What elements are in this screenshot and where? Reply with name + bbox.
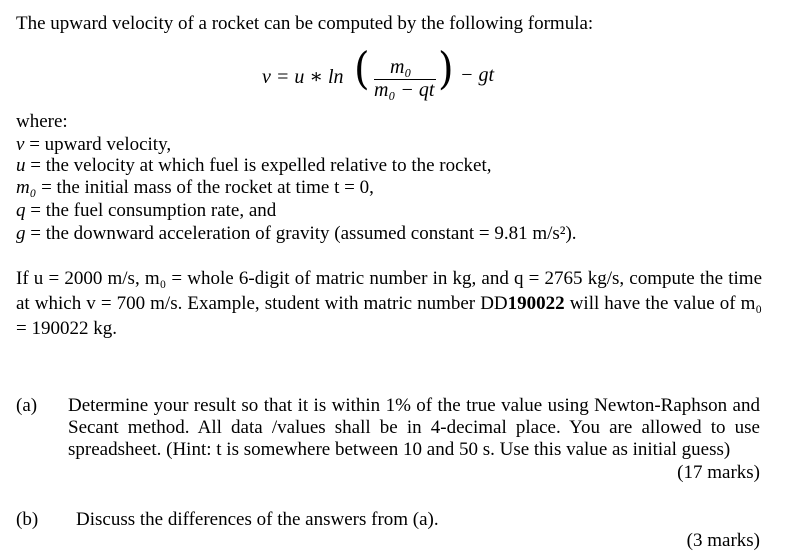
problem-statement: If u = 2000 m/s, m₀ = whole 6-digit of matric number in kg, and q = 2765 kg/s, compute the time at which v = 700 m/s. Example, student with matric number DD190022 will have the value of m₀ = 190022 kg. (16, 268, 762, 339)
formula-numerator: m₀ (390, 56, 412, 78)
formula-close-paren: ) (438, 43, 454, 95)
definition-g: g = the downward acceleration of gravity (assumed constant = 9.81 m/s²). (16, 223, 577, 244)
matric-number-bold: 190022 (507, 293, 565, 314)
where-label: where: (16, 111, 68, 132)
definition-u: u = the velocity at which fuel is expelled relative to the rocket, (16, 155, 492, 176)
question-a-marks: (17 marks) (677, 462, 760, 483)
formula-open-paren: ( (354, 43, 370, 95)
question-a-label: (a) (16, 395, 38, 416)
question-a-text: Determine your result so that it is within 1% of the true value using Newton-Raphson and Secant method. All data /values shall be in 4-decimal place. You are allowed to use spreadsheet. (Hint: t is somewhere between 10 and 50 s. Use this value as initial guess) (68, 395, 760, 460)
definition-v: v = upward velocity, (16, 134, 172, 155)
question-b-label: (b) (16, 509, 39, 530)
formula-lhs: v = u ∗ ln (262, 66, 344, 88)
definition-m0: m₀ = the initial mass of the rocket at time t = 0, (16, 177, 374, 198)
formula-denominator: m₀ − qt (374, 79, 435, 101)
question-b-marks: (3 marks) (686, 530, 760, 551)
intro-text: The upward velocity of a rocket can be computed by the following formula: (16, 13, 594, 34)
question-b-text: Discuss the differences of the answers from (a). (76, 509, 439, 530)
definition-q: q = the fuel consumption rate, and (16, 200, 277, 221)
formula-tail: − gt (460, 64, 495, 86)
